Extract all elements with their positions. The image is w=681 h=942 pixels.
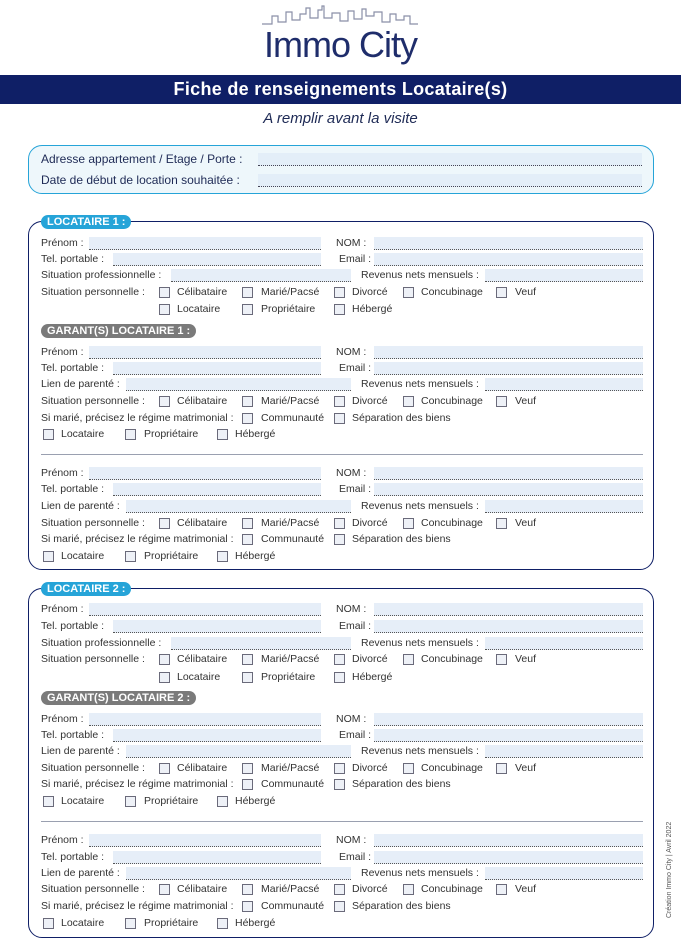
address-field[interactable] — [258, 153, 642, 166]
tel-email-row — [41, 253, 643, 267]
celibataire-checkbox[interactable] — [159, 763, 170, 774]
divorce-label: Divorcé — [352, 286, 388, 298]
proprietaire-label: Propriétaire — [144, 428, 199, 440]
regime-label: Si marié, précisez le régime matrimonial : — [41, 900, 234, 912]
tel-field[interactable] — [113, 851, 321, 864]
tel-field[interactable] — [113, 620, 321, 633]
lien-label: Lien de parenté : — [41, 500, 120, 512]
locataire-checkbox[interactable] — [43, 551, 54, 562]
heberge-label: Hébergé — [235, 917, 276, 929]
concubinage-checkbox[interactable] — [403, 884, 414, 895]
separation-label: Séparation des biens — [352, 412, 451, 424]
divorce-checkbox[interactable] — [334, 396, 345, 407]
marie-checkbox[interactable] — [242, 518, 253, 529]
email-label: Email : — [339, 851, 372, 863]
prenom-label: Prénom : — [41, 237, 84, 249]
email-field[interactable] — [374, 729, 643, 742]
proprietaire-checkbox[interactable] — [242, 672, 253, 683]
email-field[interactable] — [374, 851, 643, 864]
veuf-checkbox[interactable] — [496, 287, 507, 298]
proprietaire-checkbox[interactable] — [125, 918, 136, 929]
start-date-label: Date de début de location souhaitée : — [41, 173, 240, 187]
communaute-label: Communauté — [261, 412, 325, 424]
garant-2-heading: GARANT(S) LOCATAIRE 2 : — [41, 691, 196, 705]
celibataire-label: Célibataire — [177, 762, 228, 774]
locataire-checkbox[interactable] — [159, 672, 170, 683]
regime-label: Si marié, précisez le régime matrimonial : — [41, 412, 234, 424]
credit-text: Création Immo City | Avril 2022 — [666, 821, 673, 918]
revenus-field[interactable] — [485, 867, 643, 880]
regime-row — [41, 778, 643, 792]
divorce-label: Divorcé — [352, 517, 388, 529]
celibataire-label: Célibataire — [177, 517, 228, 529]
page-subtitle: A remplir avant la visite — [263, 110, 418, 127]
marie-label: Marié/Pacsé — [261, 762, 320, 774]
situation-perso-label: Situation personnelle : — [41, 883, 145, 895]
situation-perso-row — [41, 762, 643, 776]
prenom-nom-row — [41, 237, 643, 251]
proprietaire-checkbox[interactable] — [125, 796, 136, 807]
concubinage-checkbox[interactable] — [403, 396, 414, 407]
communaute-checkbox[interactable] — [242, 534, 253, 545]
concubinage-checkbox[interactable] — [403, 654, 414, 665]
veuf-label: Veuf — [515, 762, 537, 774]
marie-checkbox[interactable] — [242, 654, 253, 665]
proprietaire-label: Propriétaire — [261, 303, 316, 315]
veuf-label: Veuf — [515, 395, 537, 407]
tel-email-row — [41, 362, 643, 376]
veuf-checkbox[interactable] — [496, 518, 507, 529]
separation-label: Séparation des biens — [352, 900, 451, 912]
proprietaire-checkbox[interactable] — [125, 551, 136, 562]
separation-checkbox[interactable] — [334, 534, 345, 545]
situation-perso-row — [41, 517, 643, 531]
locataire-2-section — [28, 583, 654, 938]
logement-row — [41, 671, 643, 685]
revenus-field[interactable] — [485, 269, 643, 282]
garant-1-heading: GARANT(S) LOCATAIRE 1 : — [41, 324, 196, 338]
concubinage-checkbox[interactable] — [403, 763, 414, 774]
divorce-checkbox[interactable] — [334, 287, 345, 298]
prenom-nom-row — [41, 834, 643, 848]
veuf-checkbox[interactable] — [496, 763, 507, 774]
veuf-checkbox[interactable] — [496, 396, 507, 407]
email-label: Email : — [339, 483, 372, 495]
nom-field[interactable] — [374, 237, 643, 250]
prenom-nom-row — [41, 603, 643, 617]
nom-field[interactable] — [374, 713, 643, 726]
locataire-1-section — [28, 216, 654, 570]
celibataire-label: Célibataire — [177, 395, 228, 407]
nom-label: NOM : — [336, 834, 367, 846]
situation-perso-row — [41, 286, 643, 300]
address-label: Adresse appartement / Etage / Porte : — [41, 152, 243, 166]
veuf-checkbox[interactable] — [496, 884, 507, 895]
locataire-2-heading: LOCATAIRE 2 : — [41, 582, 131, 596]
situation-perso-row — [41, 883, 643, 897]
separation-label: Séparation des biens — [352, 778, 451, 790]
prenom-nom-row — [41, 346, 643, 360]
tel-label: Tel. portable : — [41, 483, 105, 495]
situation-pro-field[interactable] — [171, 637, 351, 650]
tel-field[interactable] — [113, 483, 321, 496]
lien-revenus-row — [41, 745, 643, 759]
proprietaire-label: Propriétaire — [144, 795, 199, 807]
tel-label: Tel. portable : — [41, 253, 105, 265]
marie-checkbox[interactable] — [242, 763, 253, 774]
revenus-label: Revenus nets mensuels : — [361, 867, 479, 879]
communaute-checkbox[interactable] — [242, 901, 253, 912]
celibataire-checkbox[interactable] — [159, 884, 170, 895]
divorce-checkbox[interactable] — [334, 518, 345, 529]
celibataire-checkbox[interactable] — [159, 287, 170, 298]
prenom-label: Prénom : — [41, 713, 84, 725]
regime-label: Si marié, précisez le régime matrimonial : — [41, 533, 234, 545]
email-field[interactable] — [374, 620, 643, 633]
divorce-label: Divorcé — [352, 653, 388, 665]
heberge-label: Hébergé — [352, 303, 393, 315]
separation-checkbox[interactable] — [334, 779, 345, 790]
communaute-label: Communauté — [261, 533, 325, 545]
prenom-field[interactable] — [89, 834, 321, 847]
concubinage-label: Concubinage — [421, 762, 483, 774]
marie-label: Marié/Pacsé — [261, 653, 320, 665]
tel-field[interactable] — [113, 253, 321, 266]
revenus-field[interactable] — [485, 745, 643, 758]
veuf-label: Veuf — [515, 653, 537, 665]
marie-label: Marié/Pacsé — [261, 286, 320, 298]
prenom-field[interactable] — [89, 713, 321, 726]
nom-field[interactable] — [374, 603, 643, 616]
concubinage-label: Concubinage — [421, 517, 483, 529]
marie-label: Marié/Pacsé — [261, 395, 320, 407]
situation-perso-label: Situation personnelle : — [41, 395, 145, 407]
nom-field[interactable] — [374, 834, 643, 847]
marie-checkbox[interactable] — [242, 287, 253, 298]
tel-email-row — [41, 620, 643, 634]
concubinage-label: Concubinage — [421, 653, 483, 665]
email-field[interactable] — [374, 362, 643, 375]
heberge-checkbox[interactable] — [334, 304, 345, 315]
communaute-checkbox[interactable] — [242, 779, 253, 790]
prenom-nom-row — [41, 467, 643, 481]
prenom-field[interactable] — [89, 237, 321, 250]
marie-label: Marié/Pacsé — [261, 883, 320, 895]
concubinage-label: Concubinage — [421, 883, 483, 895]
separation-label: Séparation des biens — [352, 533, 451, 545]
tel-field[interactable] — [113, 362, 321, 375]
situation-pro-field[interactable] — [171, 269, 351, 282]
tel-label: Tel. portable : — [41, 362, 105, 374]
heberge-checkbox[interactable] — [217, 429, 228, 440]
tel-label: Tel. portable : — [41, 620, 105, 632]
logo — [0, 2, 681, 72]
concubinage-label: Concubinage — [421, 286, 483, 298]
prenom-field[interactable] — [89, 467, 321, 480]
proprietaire-label: Propriétaire — [144, 550, 199, 562]
lien-field[interactable] — [126, 378, 351, 391]
celibataire-label: Célibataire — [177, 883, 228, 895]
prenom-label: Prénom : — [41, 834, 84, 846]
address-box — [28, 145, 654, 194]
prenom-label: Prénom : — [41, 467, 84, 479]
heberge-label: Hébergé — [235, 428, 276, 440]
locataire-1-heading: LOCATAIRE 1 : — [41, 215, 131, 229]
locataire-label: Locataire — [177, 303, 221, 315]
email-label: Email : — [339, 620, 372, 632]
divorce-label: Divorcé — [352, 762, 388, 774]
tel-label: Tel. portable : — [41, 729, 105, 741]
tel-email-row — [41, 729, 643, 743]
celibataire-label: Célibataire — [177, 286, 228, 298]
start-date-field[interactable] — [258, 174, 642, 187]
celibataire-checkbox[interactable] — [159, 518, 170, 529]
nom-label: NOM : — [336, 603, 367, 615]
celibataire-checkbox[interactable] — [159, 396, 170, 407]
regime-label: Si marié, précisez le régime matrimonial : — [41, 778, 234, 790]
revenus-label: Revenus nets mensuels : — [361, 745, 479, 757]
communaute-label: Communauté — [261, 900, 325, 912]
locataire-label: Locataire — [61, 428, 105, 440]
prenom-nom-row — [41, 713, 643, 727]
locataire-label: Locataire — [61, 917, 105, 929]
nom-label: NOM : — [336, 713, 367, 725]
divorce-label: Divorcé — [352, 883, 388, 895]
tel-email-row — [41, 483, 643, 497]
divorce-label: Divorcé — [352, 395, 388, 407]
email-label: Email : — [339, 362, 372, 374]
revenus-field[interactable] — [485, 637, 643, 650]
celibataire-label: Célibataire — [177, 653, 228, 665]
celibataire-checkbox[interactable] — [159, 654, 170, 665]
divorce-checkbox[interactable] — [334, 763, 345, 774]
lien-label: Lien de parenté : — [41, 745, 120, 757]
marie-checkbox[interactable] — [242, 396, 253, 407]
lien-revenus-row — [41, 867, 643, 881]
lien-field[interactable] — [126, 745, 351, 758]
logement-row — [41, 550, 643, 564]
locataire-checkbox[interactable] — [43, 918, 54, 929]
proprietaire-checkbox[interactable] — [242, 304, 253, 315]
heberge-checkbox[interactable] — [334, 672, 345, 683]
revenus-label: Revenus nets mensuels : — [361, 637, 479, 649]
situation-perso-row — [41, 653, 643, 667]
separation-checkbox[interactable] — [334, 413, 345, 424]
nom-label: NOM : — [336, 467, 367, 479]
communaute-label: Communauté — [261, 778, 325, 790]
lien-label: Lien de parenté : — [41, 378, 120, 390]
locataire-label: Locataire — [61, 795, 105, 807]
email-label: Email : — [339, 253, 372, 265]
heberge-checkbox[interactable] — [217, 796, 228, 807]
lien-label: Lien de parenté : — [41, 867, 120, 879]
locataire-checkbox[interactable] — [159, 304, 170, 315]
regime-row — [41, 900, 643, 914]
regime-row — [41, 533, 643, 547]
heberge-label: Hébergé — [352, 671, 393, 683]
revenus-label: Revenus nets mensuels : — [361, 500, 479, 512]
veuf-label: Veuf — [515, 286, 537, 298]
tel-email-row — [41, 851, 643, 865]
prenom-field[interactable] — [89, 346, 321, 359]
divorce-checkbox[interactable] — [334, 884, 345, 895]
prenom-label: Prénom : — [41, 603, 84, 615]
lien-revenus-row — [41, 500, 643, 514]
logement-row — [41, 303, 643, 317]
nom-field[interactable] — [374, 467, 643, 480]
heberge-label: Hébergé — [235, 795, 276, 807]
locataire-label: Locataire — [177, 671, 221, 683]
veuf-label: Veuf — [515, 883, 537, 895]
nom-field[interactable] — [374, 346, 643, 359]
prenom-field[interactable] — [89, 603, 321, 616]
email-label: Email : — [339, 729, 372, 741]
revenus-label: Revenus nets mensuels : — [361, 269, 479, 281]
tel-label: Tel. portable : — [41, 851, 105, 863]
tel-field[interactable] — [113, 729, 321, 742]
heberge-checkbox[interactable] — [217, 918, 228, 929]
veuf-label: Veuf — [515, 517, 537, 529]
situation-perso-row — [41, 395, 643, 409]
locataire-checkbox[interactable] — [43, 429, 54, 440]
concubinage-checkbox[interactable] — [403, 287, 414, 298]
communaute-checkbox[interactable] — [242, 413, 253, 424]
concubinage-checkbox[interactable] — [403, 518, 414, 529]
revenus-field[interactable] — [485, 500, 643, 513]
heberge-checkbox[interactable] — [217, 551, 228, 562]
nom-label: NOM : — [336, 346, 367, 358]
situation-pro-row — [41, 269, 643, 283]
heberge-label: Hébergé — [235, 550, 276, 562]
situation-pro-label: Situation professionnelle : — [41, 269, 162, 281]
logement-row — [41, 795, 643, 809]
lien-field[interactable] — [126, 500, 351, 513]
veuf-checkbox[interactable] — [496, 654, 507, 665]
email-field[interactable] — [374, 483, 643, 496]
situation-pro-row — [41, 637, 643, 651]
logement-row — [41, 917, 643, 931]
situation-pro-label: Situation professionnelle : — [41, 637, 162, 649]
logement-row — [41, 428, 643, 442]
situation-perso-label: Situation personnelle : — [41, 762, 145, 774]
situation-perso-label: Situation personnelle : — [41, 286, 145, 298]
divider — [41, 821, 643, 822]
proprietaire-label: Propriétaire — [144, 917, 199, 929]
page-title: Fiche de renseignements Locataire(s) — [0, 75, 681, 104]
email-field[interactable] — [374, 253, 643, 266]
prenom-label: Prénom : — [41, 346, 84, 358]
proprietaire-label: Propriétaire — [261, 671, 316, 683]
divorce-checkbox[interactable] — [334, 654, 345, 665]
revenus-field[interactable] — [485, 378, 643, 391]
lien-field[interactable] — [126, 867, 351, 880]
divider — [41, 454, 643, 455]
lien-revenus-row — [41, 378, 643, 392]
situation-perso-label: Situation personnelle : — [41, 517, 145, 529]
locataire-checkbox[interactable] — [43, 796, 54, 807]
marie-label: Marié/Pacsé — [261, 517, 320, 529]
revenus-label: Revenus nets mensuels : — [361, 378, 479, 390]
separation-checkbox[interactable] — [334, 901, 345, 912]
marie-checkbox[interactable] — [242, 884, 253, 895]
regime-row — [41, 412, 643, 426]
logo-text: Immo City — [264, 24, 417, 65]
locataire-label: Locataire — [61, 550, 105, 562]
situation-perso-label: Situation personnelle : — [41, 653, 145, 665]
concubinage-label: Concubinage — [421, 395, 483, 407]
proprietaire-checkbox[interactable] — [125, 429, 136, 440]
nom-label: NOM : — [336, 237, 367, 249]
